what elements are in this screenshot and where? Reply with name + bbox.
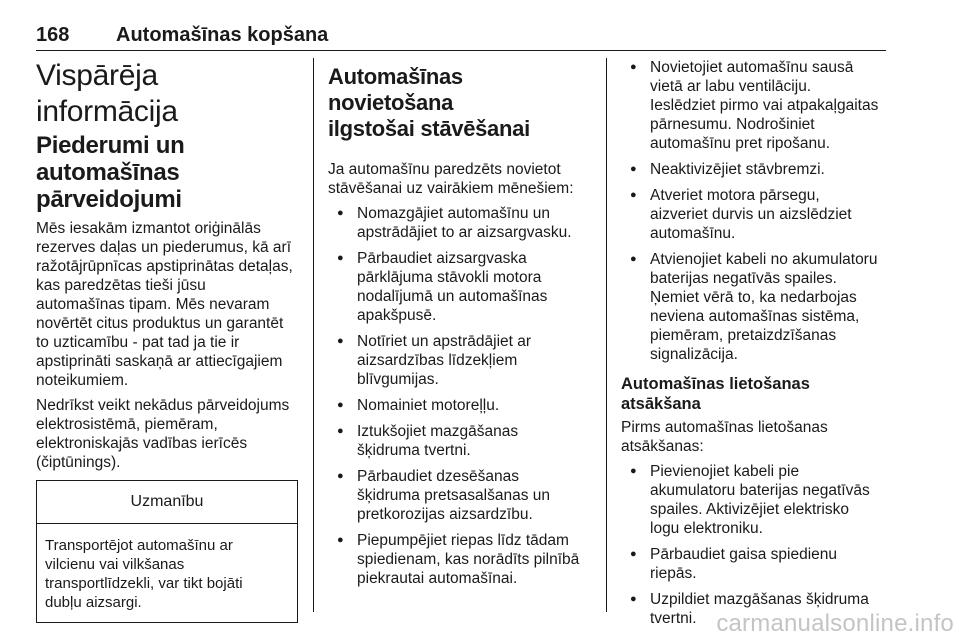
column-divider bbox=[606, 58, 607, 612]
list-item: ● Iztukšojiet mazgāšanas šķidruma tvertni. bbox=[328, 422, 590, 460]
chapter-title: Automašīnas kopšana bbox=[116, 24, 329, 46]
list-item: ● Pārbaudiet dzesēšanas šķidruma pretsasalšanas un pretkorozijas aizsardzību. bbox=[328, 467, 590, 524]
column-right bbox=[621, 58, 891, 642]
list-item: ● Atvienojiet kabeli no akumulatoru baterijas negatīvās spailes. Ņemiet vērā to, ka nedarbojas neviena automašīnas sistēma, piemēram, pretaizdzīšanas signalizācija. bbox=[621, 250, 891, 364]
list-item: ● Neaktivizējiet stāvbremzi. bbox=[621, 160, 891, 179]
paragraph: Mēs iesakām izmantot oriģinālās rezerves daļas un piederumus, kā arī ražotājrūpnīcas apstiprinātas detaļas, kas paredzētas tieši jūsu automašīnas tipam. Mēs nevaram novērtēt citus produktus un garantēt to uzticamību - pat tad ja tie ir apstiprināti saskaņā ar attiecīgajiem noteikumiem. bbox=[36, 220, 293, 389]
section-heading: Vispārēja informācija bbox=[36, 59, 178, 128]
list-item: ● Pārbaudiet gaisa spiedienu riepās. bbox=[621, 545, 891, 583]
paragraph: Ja automašīnu paredzēts novietot stāvēšanai uz vairākiem mēnešiem: bbox=[328, 161, 574, 197]
column-left bbox=[36, 58, 300, 642]
column-divider bbox=[313, 58, 314, 612]
list-item: ● Notīriet un apstrādājiet ar aizsardzības līdzekļiem blīvgumijas. bbox=[328, 332, 590, 389]
subsection-heading: Piederumi un automašīnas pārveidojumi bbox=[36, 132, 185, 213]
caution-text: Transportējot automašīnu ar vilcienu vai vilkšanas transportlīdzekli, var tikt bojāti dubļu aizsargi. bbox=[45, 537, 243, 611]
subsection-heading: Automašīnas novietošana ilgstošai stāvēšanai bbox=[328, 64, 530, 141]
caution-title: Uzmanību bbox=[37, 481, 297, 524]
list-item: ● Atveriet motora pārsegu, aizveriet durvis un aizslēdziet automašīnu. bbox=[621, 186, 891, 243]
caution-box bbox=[36, 480, 298, 623]
list-item: ● Pārbaudiet aizsargvaska pārklājuma stāvokli motora nodalījumā un automašīnas apakšpusē. bbox=[328, 249, 590, 325]
page-header bbox=[36, 20, 886, 51]
paragraph: Pirms automašīnas lietošanas atsākšanas: bbox=[621, 419, 828, 455]
list-item: ● Nomazgājiet automašīnu un apstrādājiet to ar aizsargvasku. bbox=[328, 204, 590, 242]
list-item: ● Nomainiet motoreļļu. bbox=[328, 396, 590, 415]
page-number: 168 bbox=[36, 24, 70, 46]
column-middle bbox=[328, 58, 590, 642]
list-item: ● Uzpildiet mazgāšanas šķidruma tvertni. bbox=[621, 590, 891, 628]
bullet-list bbox=[621, 58, 891, 364]
bullet-list bbox=[621, 462, 891, 628]
subsection-heading: Automašīnas lietošanas atsākšana bbox=[621, 375, 810, 413]
paragraph: Nedrīkst veikt nekādus pārveidojums elektrosistēmā, piemēram, elektroniskajās vadības ierīcēs (čiptūnings). bbox=[36, 397, 290, 471]
watermark: carmanualsonline.info bbox=[716, 610, 954, 637]
list-item: ● Pievienojiet kabeli pie akumulatoru baterijas negatīvās spailes. Aktivizējiet elektrisko logu elektroniku. bbox=[621, 462, 891, 538]
bullet-list bbox=[328, 204, 590, 588]
list-item: ● Novietojiet automašīnu sausā vietā ar labu ventilāciju. Ieslēdziet pirmo vai atpakaļgaitas pārnesumu. Nodrošiniet automašīnu pret ripošanu. bbox=[621, 58, 891, 153]
list-item: ● Piepumpējiet riepas līdz tādam spiedienam, kas norādīts pilnībā piekrautai automašīnai. bbox=[328, 531, 590, 588]
